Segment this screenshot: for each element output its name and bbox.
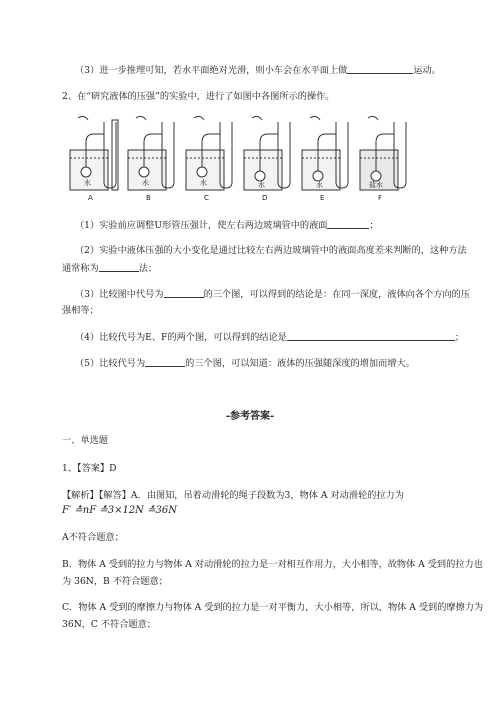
q2-sub1 xyxy=(75,218,379,232)
q2-sub4 xyxy=(75,330,464,344)
liquid-label-a: 水 xyxy=(84,179,91,187)
q2-sub1-pre: （1）实验前应调整U形管压强计，使左右两边玻璃管中的液面 xyxy=(75,220,328,231)
q2-sub2-line2 xyxy=(62,261,157,275)
setup-label-d: D xyxy=(262,194,268,202)
setup-a xyxy=(70,116,118,190)
setup-e xyxy=(302,116,348,190)
setup-label-a: A xyxy=(88,194,93,202)
setup-label-c: C xyxy=(204,194,209,202)
q2-sub2-post: 法； xyxy=(138,263,158,274)
q2-sub5 xyxy=(75,356,415,370)
q2-sub3-post: 的三个图，可以得到的结论是：在同一深度，液体向各个方向的压 xyxy=(203,289,470,300)
section-title: 一、单选题 xyxy=(62,435,108,446)
pressure-experiment-figure xyxy=(68,112,418,207)
experiment-diagram xyxy=(68,112,418,207)
option-a-text: A不符合题意； xyxy=(62,532,124,543)
setup-f xyxy=(360,116,406,190)
q2-sub4-post: ； xyxy=(454,332,465,343)
q1-answer: 1、【答案】D xyxy=(62,463,117,474)
q1-formula: F′ ≛nF ≛3×12N ≛36N xyxy=(62,505,177,516)
q2-sub3-blank[interactable] xyxy=(164,287,204,298)
q2-sub2-pre: 通常称为 xyxy=(62,263,99,274)
item3-pre-text: （3）进一步推理可知，若水平面绝对光滑，则小车会在水平面上做 xyxy=(75,65,348,76)
option-c-line1: C．物体 A 受到的摩擦力与物体 A 受到的拉力是一对平衡力，大小相等，所以，物体 A 受到的摩擦力为 xyxy=(62,602,484,613)
liquid-label-f: 盐水 xyxy=(369,181,383,189)
setup-label-b: B xyxy=(146,194,151,202)
option-b-line1: B．物体 A 受到的拉力与物体 A 对动滑轮的拉力是一对相互作用力，大小相等，故物体 A 受到的拉力也 xyxy=(62,559,483,570)
answers-heading: -参考答案- xyxy=(225,411,275,422)
liquid-label-d: 水 xyxy=(258,181,265,189)
q2-sub4-pre: （4）比较代号为E、F的两个图，可以得到的结论是 xyxy=(75,332,287,343)
liquid-label-e: 水 xyxy=(316,181,323,189)
q2-sub5-pre: （5）比较代号为 xyxy=(75,358,146,369)
setup-c xyxy=(186,116,232,190)
item3-blank[interactable] xyxy=(347,63,413,74)
option-b-line2: 为 36N，B 不符合题意； xyxy=(62,576,168,587)
q1-analysis: 【解析】【解答】A．由图知，吊着动滑轮的绳子段数为3，物体 A 对动滑轮的拉力为 xyxy=(62,490,404,501)
item3-line xyxy=(75,63,441,77)
item3-post-text: 运动。 xyxy=(413,65,441,76)
setup-b xyxy=(128,116,174,190)
q2-sub5-blank[interactable] xyxy=(145,356,185,367)
q2-sub2-line1: （2）实验中液体压强的大小变化是通过比较左右两边玻璃管中的液面高度差来判断的，这种方法 xyxy=(75,245,467,256)
option-c-line2: 36N，C 不符合题意； xyxy=(62,619,156,630)
q2-stem: 2、在“研究液体的压强”的实验中，进行了如图中各图所示的操作。 xyxy=(62,91,335,102)
q2-sub3-line2: 强相等； xyxy=(62,305,99,316)
q2-sub1-post: ； xyxy=(369,220,379,231)
q2-sub1-blank[interactable] xyxy=(327,218,369,229)
q2-sub4-blank[interactable] xyxy=(287,330,455,341)
setup-label-e: E xyxy=(320,194,325,202)
q2-sub5-post: 的三个图，可以知道：液体的压强随深度的增加而增大。 xyxy=(185,358,415,369)
setup-d xyxy=(244,116,290,190)
setup-label-f: F xyxy=(378,194,383,202)
liquid-label-c: 水 xyxy=(200,179,207,187)
q2-sub2-blank[interactable] xyxy=(99,261,139,272)
liquid-label-b: 水 xyxy=(142,179,149,187)
q2-sub3-line1 xyxy=(75,287,470,301)
q2-sub3-pre: （3）比较图中代号为 xyxy=(75,289,164,300)
